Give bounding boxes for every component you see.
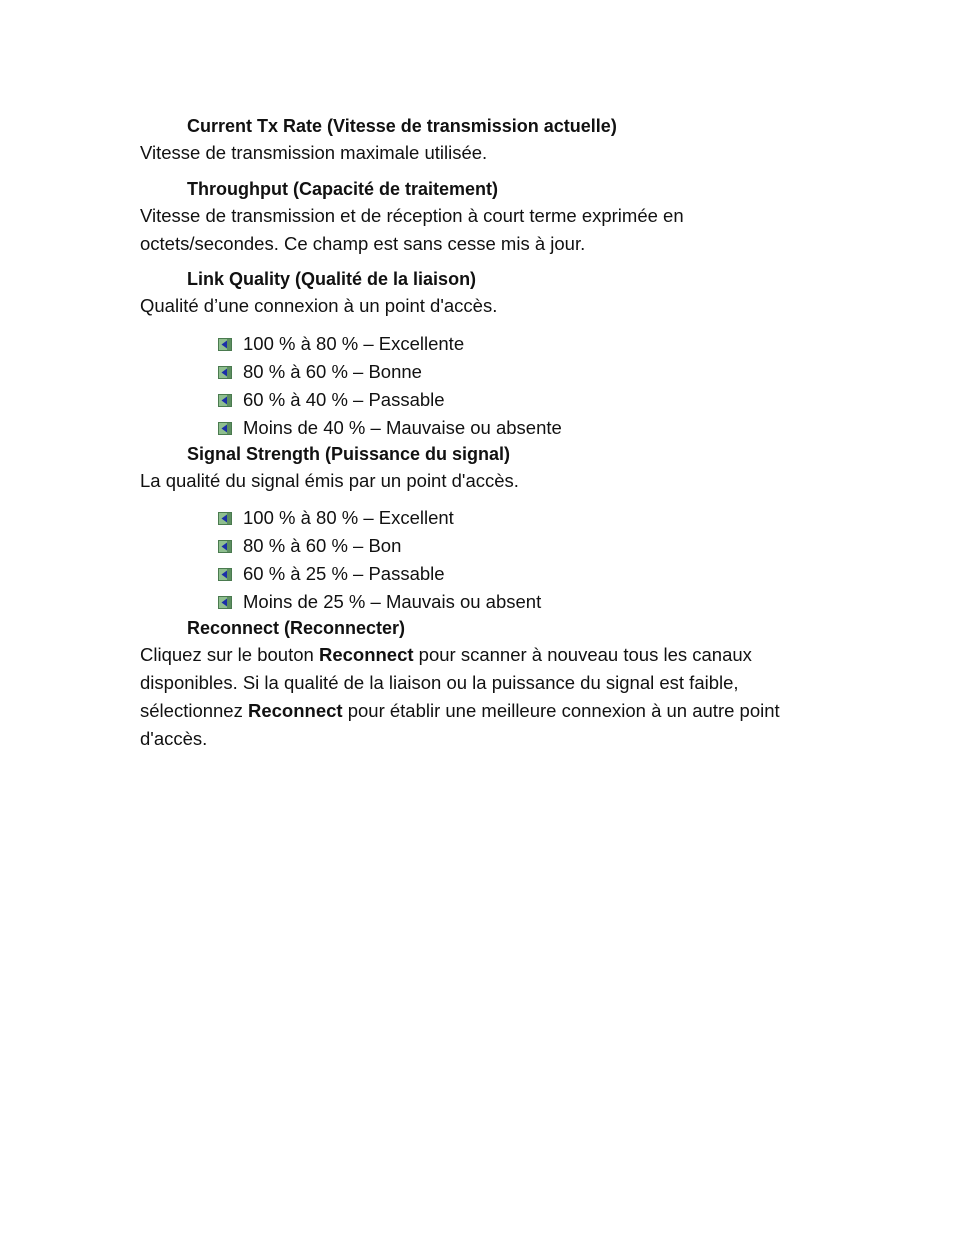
text-run: Cliquez sur le bouton [140,644,319,665]
throughput-heading: Throughput (Capacité de traitement) [187,179,499,199]
list-item-text: Moins de 25 % – Mauvais ou absent [243,591,542,612]
reconnect-description-line [140,697,820,725]
reconnect-heading: Reconnect (Reconnecter) [187,618,406,638]
reconnect-description [140,641,820,753]
list-item-text: Moins de 40 % – Mauvaise ou absente [243,417,562,438]
list-item [218,330,562,358]
arrow-bullet-icon [218,394,232,407]
arrow-bullet-icon [218,596,232,609]
reconnect-description-line: d'accès. [140,728,208,749]
list-item [218,358,562,386]
list-item [218,504,541,532]
list-item-text: 60 % à 40 % – Passable [243,389,445,410]
arrow-bullet-icon [218,568,232,581]
arrow-bullet-icon [218,512,232,525]
list-item-text: 60 % à 25 % – Passable [243,563,445,584]
text-run: pour scanner à nouveau tous les canaux [413,644,752,665]
arrow-bullet-icon [218,422,232,435]
arrow-bullet-icon [218,366,232,379]
signal-strength-description: La qualité du signal émis par un point d'accès. [140,470,519,491]
throughput-description-line: octets/secondes. Ce champ est sans cesse mis à jour. [140,233,586,254]
list-item [218,560,541,588]
arrow-bullet-icon [218,540,232,553]
list-item [218,414,562,442]
tx-rate-description: Vitesse de transmission maximale utilisée. [140,142,488,163]
text-run: pour établir une meilleure connexion à un autre point [342,700,780,721]
list-item [218,532,541,560]
list-item-text: 80 % à 60 % – Bonne [243,361,422,382]
list-item [218,588,541,616]
link-quality-description: Qualité d’une connexion à un point d'accès. [140,295,498,316]
throughput-description [140,202,820,258]
reconnect-description-line [140,641,820,669]
signal-strength-list [218,504,541,616]
link-quality-heading: Link Quality (Qualité de la liaison) [187,269,477,289]
reconnect-description-line: disponibles. Si la qualité de la liaison ou la puissance du signal est faible, [140,672,739,693]
reconnect-button-name: Reconnect [318,644,414,665]
arrow-bullet-icon [218,338,232,351]
signal-strength-heading: Signal Strength (Puissance du signal) [187,444,511,464]
reconnect-button-name: Reconnect [247,700,343,721]
list-item-text: 100 % à 80 % – Excellente [243,333,465,354]
list-item [218,386,562,414]
list-item-text: 80 % à 60 % – Bon [243,535,402,556]
tx-rate-heading: Current Tx Rate (Vitesse de transmission actuelle) [187,116,617,136]
text-run: sélectionnez [140,700,248,721]
throughput-description-line: Vitesse de transmission et de réception à court terme exprimée en [140,205,684,226]
link-quality-list [218,330,562,442]
list-item-text: 100 % à 80 % – Excellent [243,507,454,528]
